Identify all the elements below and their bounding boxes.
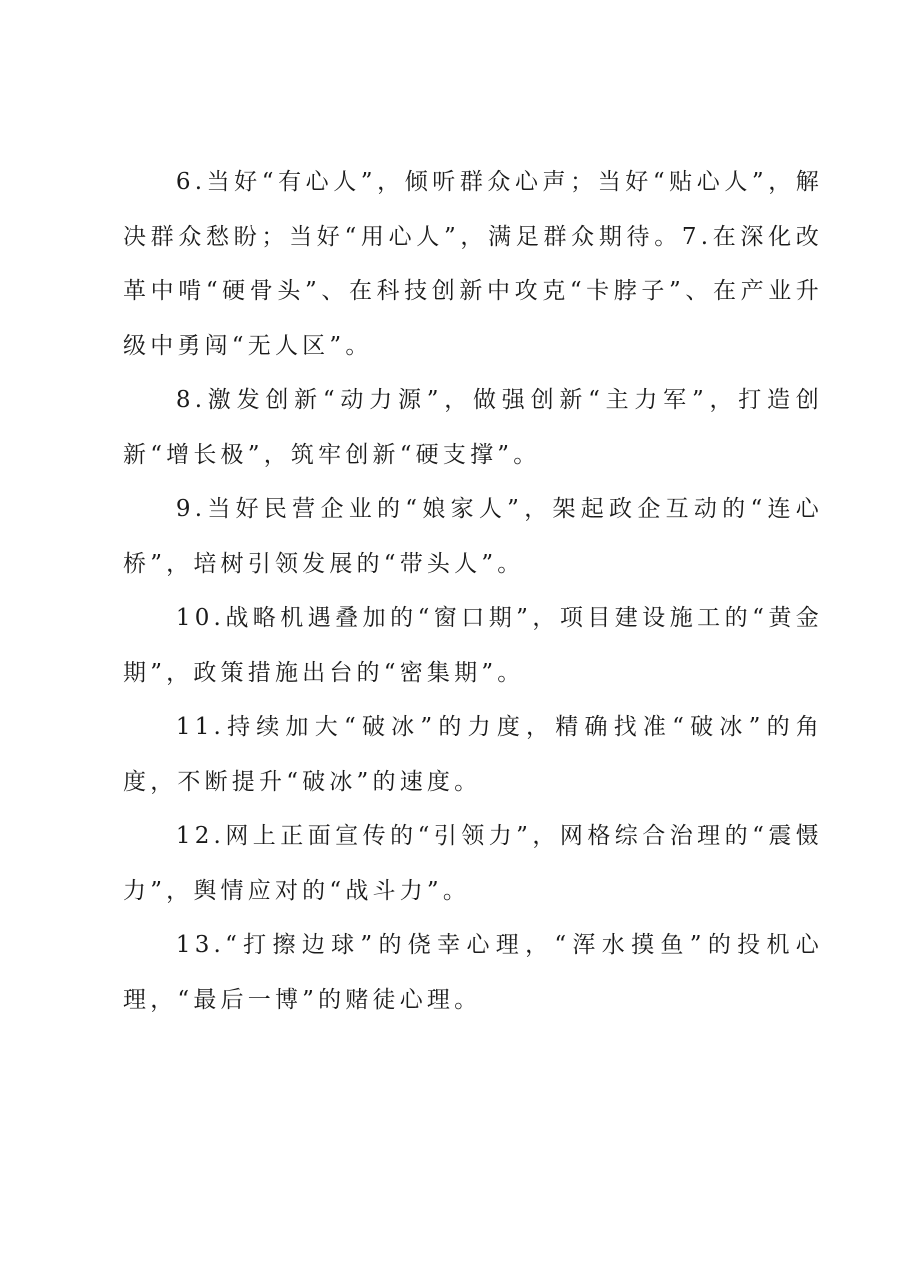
paragraph-9: 9.当好民营企业的“娘家人”，架起政企互动的“连心桥”，培树引领发展的“带头人”。 <box>123 496 823 577</box>
paragraph-6-7: 6.当好“有心人”，倾听群众心声；当好“贴心人”，解决群众愁盼；当好“用心人”，满足群众期待。7.在深化改革中啃“硬骨头”、在科技创新中攻克“卡脖子”、在产业升级中勇闯“无人区”。 <box>123 169 823 359</box>
paragraph-12: 12.网上正面宣传的“引领力”，网格综合治理的“震慑力”，舆情应对的“战斗力”。 <box>123 823 823 904</box>
paragraph-13: 13.“打擦边球”的侥幸心理，“浑水摸鱼”的投机心理，“最后一博”的赌徒心理。 <box>123 932 823 1013</box>
document-body <box>123 155 823 1027</box>
paragraph-8: 8.激发创新“动力源”，做强创新“主力军”，打造创新“增长极”，筑牢创新“硬支撑”。 <box>123 387 823 468</box>
paragraph-10: 10.战略机遇叠加的“窗口期”，项目建设施工的“黄金期”，政策措施出台的“密集期”。 <box>123 605 823 686</box>
paragraph-11: 11.持续加大“破冰”的力度，精确找准“破冰”的角度，不断提升“破冰”的速度。 <box>123 714 823 795</box>
